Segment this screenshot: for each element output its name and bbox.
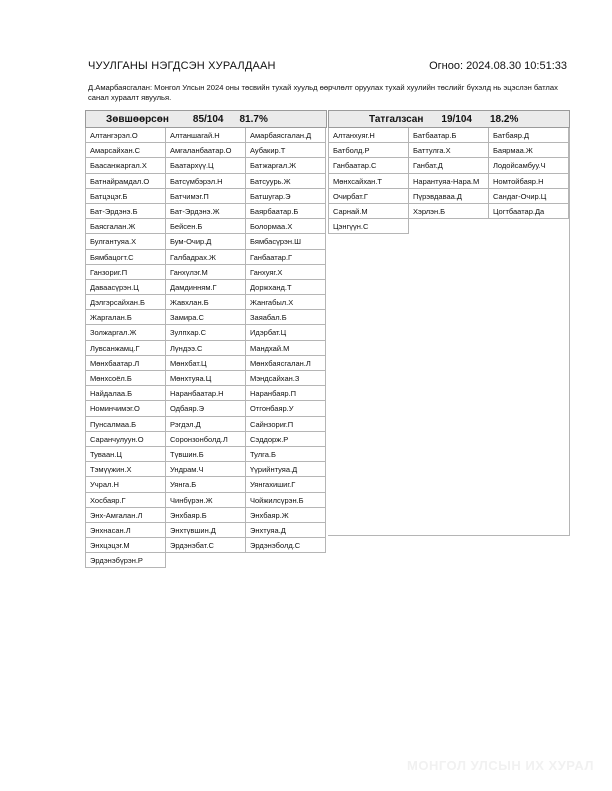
member-name-cell: Баасанжаргал.Х: [86, 158, 166, 173]
rejected-panel: [328, 110, 570, 234]
member-name-cell: Мэндсайхан.З: [246, 371, 326, 386]
member-name-cell: Ганбат.Д: [409, 158, 489, 173]
member-name-cell: Уянга.Б: [166, 477, 246, 492]
member-name-cell: Мөнхтуяа.Ц: [166, 371, 246, 386]
approved-panel: [85, 110, 327, 568]
member-name-cell: Номинчимэг.О: [86, 401, 166, 416]
rejected-names-grid: [328, 128, 570, 234]
member-name-cell: Батбаяр.Д: [489, 128, 569, 143]
member-name-cell: Ганхуяг.Х: [246, 265, 326, 280]
member-name-cell: Номтойбаяр.Н: [489, 174, 569, 189]
member-name-cell: Батшугар.Э: [246, 189, 326, 204]
rejected-percent: 18.2%: [490, 113, 519, 125]
member-name-cell: Пунсалмаа.Б: [86, 417, 166, 432]
member-name-cell: Түвшин.Б: [166, 447, 246, 462]
rejected-label: Татгалзсан: [369, 113, 424, 125]
member-name-cell: Энхтуяа.Д: [246, 523, 326, 538]
member-name-cell: Баясгалан.Ж: [86, 219, 166, 234]
member-name-cell: Эрдэнэболд.С: [246, 538, 326, 553]
member-name-cell: Бат-Эрдэнэ.Ж: [166, 204, 246, 219]
approved-header: [85, 110, 327, 128]
member-name-cell: Болормаа.Х: [246, 219, 326, 234]
member-name-cell: Сайнзориг.П: [246, 417, 326, 432]
rejected-header: [328, 110, 570, 128]
member-name-cell: Галбадрах.Ж: [166, 250, 246, 265]
member-name-cell: Үүрийнтуяа.Д: [246, 462, 326, 477]
member-name-cell: Мөнхбаясгалан.Л: [246, 356, 326, 371]
vote-description: Д.Амарбаясгалан: Монгол Улсын 2024 оны төсвийн тухай хуульд өөрчлөлт оруулах тухай хуулийн төслийг бүхэлд нь эцэслэн батлах санал хураалт явуулья.: [88, 83, 558, 102]
member-name-cell: Нарантуяа-Нара.М: [409, 174, 489, 189]
member-name-cell: Ганбаатар.Г: [246, 250, 326, 265]
member-name-cell: Амгаланбаатар.О: [166, 143, 246, 158]
member-name-cell: Мөнхбаатар.Л: [86, 356, 166, 371]
member-name-cell: Батсүмбэрэл.Н: [166, 174, 246, 189]
member-name-cell: Энхтүвшин.Д: [166, 523, 246, 538]
member-name-cell: Алтангэрэл.О: [86, 128, 166, 143]
member-name-cell: Идэрбат.Ц: [246, 325, 326, 340]
member-name-cell: Одбаяр.Э: [166, 401, 246, 416]
member-name-cell: Наранбаяр.П: [246, 386, 326, 401]
member-name-cell: Мөнхсоёл.Б: [86, 371, 166, 386]
member-name-cell: Батжаргал.Ж: [246, 158, 326, 173]
member-name-cell: Чинбүрэн.Ж: [166, 493, 246, 508]
member-name-cell: Пүрэвдаваа.Д: [409, 189, 489, 204]
member-name-cell: Энхбаяр.Б: [166, 508, 246, 523]
member-name-cell: Тэмүүжин.Х: [86, 462, 166, 477]
member-name-cell: Мөнхбат.Ц: [166, 356, 246, 371]
member-name-cell: Энхцэцэг.М: [86, 538, 166, 553]
member-name-cell: Цэнгүүн.С: [329, 219, 409, 234]
approved-names-grid: [85, 128, 327, 568]
member-name-cell: Бямбацогт.С: [86, 250, 166, 265]
member-name-cell: Баярмаа.Ж: [489, 143, 569, 158]
member-name-cell: Дэлгэрсайхан.Б: [86, 295, 166, 310]
member-name-cell: Баярбаатар.Б: [246, 204, 326, 219]
member-name-cell: Лодойсамбуу.Ч: [489, 158, 569, 173]
parliament-watermark: МОНГОЛ УЛСЫН ИХ ХУРАЛ: [407, 758, 594, 773]
member-name-cell: Энхбаяр.Ж: [246, 508, 326, 523]
member-name-cell: Батцэцэг.Б: [86, 189, 166, 204]
member-name-cell: Дамдинням.Г: [166, 280, 246, 295]
member-name-cell: Эрдэнэбүрэн.Р: [86, 553, 166, 568]
member-name-cell: Алтаншагай.Н: [166, 128, 246, 143]
member-name-cell: Мөнхсайхан.Т: [329, 174, 409, 189]
member-name-cell: Ганбаатар.С: [329, 158, 409, 173]
member-name-cell: Сарнай.М: [329, 204, 409, 219]
member-name-cell: Доржханд.Т: [246, 280, 326, 295]
member-name-cell: Туваан.Ц: [86, 447, 166, 462]
member-name-cell: Даваасүрэн.Ц: [86, 280, 166, 295]
member-name-cell: Алтанхуяг.Н: [329, 128, 409, 143]
member-name-cell: Хэрлэн.Б: [409, 204, 489, 219]
member-name-cell: Замира.С: [166, 310, 246, 325]
member-name-cell: Бум-Очир.Д: [166, 234, 246, 249]
approved-count: 85/104: [192, 113, 224, 125]
member-name-cell: Рэгдэл.Д: [166, 417, 246, 432]
member-name-cell: Бат-Эрдэнэ.Б: [86, 204, 166, 219]
member-name-cell: Чойжилсүрэн.Б: [246, 493, 326, 508]
member-name-cell: Соронзонболд.Л: [166, 432, 246, 447]
member-name-cell: Аубакир.Т: [246, 143, 326, 158]
member-name-cell: Лувсанжамц.Г: [86, 341, 166, 356]
member-name-cell: Бямбасүрэн.Ш: [246, 234, 326, 249]
member-name-cell: Тулга.Б: [246, 447, 326, 462]
rejected-count: 19/104: [441, 113, 472, 125]
member-name-cell: Батбаатар.Б: [409, 128, 489, 143]
member-name-cell: Уянгахишиг.Г: [246, 477, 326, 492]
member-name-cell: Батсуурь.Ж: [246, 174, 326, 189]
rejected-panel-border-bottom: [328, 535, 570, 536]
member-name-cell: Батчимэг.П: [166, 189, 246, 204]
approved-percent: 81.7%: [239, 113, 268, 125]
member-name-cell: Золжаргал.Ж: [86, 325, 166, 340]
member-name-cell: Амарбаясгалан.Д: [246, 128, 326, 143]
member-name-cell: Хосбаяр.Г: [86, 493, 166, 508]
member-name-cell: Заяабал.Б: [246, 310, 326, 325]
member-name-cell: Эрдэнэбат.С: [166, 538, 246, 553]
rejected-panel-border: [569, 128, 570, 536]
member-name-cell: Баттулга.Х: [409, 143, 489, 158]
member-name-cell: Учрал.Н: [86, 477, 166, 492]
member-name-cell: Жавхлан.Б: [166, 295, 246, 310]
member-name-cell: Булгантуяа.Х: [86, 234, 166, 249]
member-name-cell: Зулпхар.С: [166, 325, 246, 340]
member-name-cell: Жаргалан.Б: [86, 310, 166, 325]
page-title: ЧУУЛГАНЫ НЭГДСЭН ХУРАЛДААН: [88, 60, 276, 72]
member-name-cell: Сэддорж.Р: [246, 432, 326, 447]
member-name-cell: Жангабыл.Х: [246, 295, 326, 310]
member-name-cell: Отгонбаяр.У: [246, 401, 326, 416]
member-name-cell: Ганзориг.П: [86, 265, 166, 280]
member-name-cell: Ганхүлэг.М: [166, 265, 246, 280]
member-name-cell: Лүндээ.С: [166, 341, 246, 356]
member-name-cell: Ундрам.Ч: [166, 462, 246, 477]
approved-label: Зөвшөөрсөн: [106, 113, 169, 125]
member-name-cell: Саранчулуун.О: [86, 432, 166, 447]
member-name-cell: Очирбат.Г: [329, 189, 409, 204]
member-name-cell: Наранбаатар.Н: [166, 386, 246, 401]
member-name-cell: Батболд.Р: [329, 143, 409, 158]
member-name-cell: Энхнасан.Л: [86, 523, 166, 538]
member-name-cell: Найдалаа.Б: [86, 386, 166, 401]
member-name-cell: Энх-Амгалан.Л: [86, 508, 166, 523]
member-name-cell: Баатархүү.Ц: [166, 158, 246, 173]
member-name-cell: Цогтбаатар.Да: [489, 204, 569, 219]
member-name-cell: Бейсен.Б: [166, 219, 246, 234]
member-name-cell: Батнайрамдал.О: [86, 174, 166, 189]
timestamp: Огноо: 2024.08.30 10:51:33: [429, 60, 567, 72]
member-name-cell: Сандаг-Очир.Ц: [489, 189, 569, 204]
member-name-cell: Мандхай.М: [246, 341, 326, 356]
member-name-cell: Амарсайхан.С: [86, 143, 166, 158]
